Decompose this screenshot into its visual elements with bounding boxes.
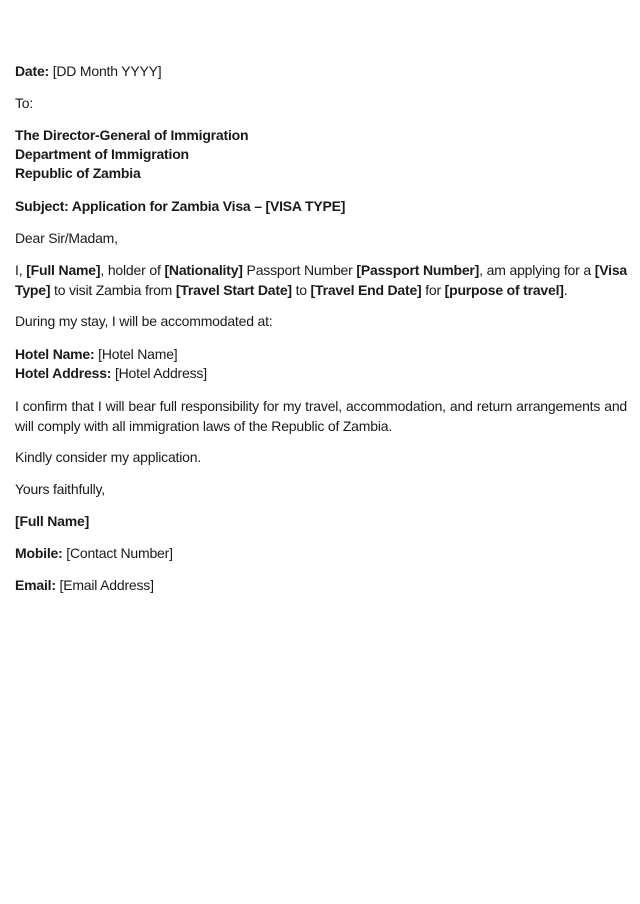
to-label: To: [15,95,34,111]
hotel-address-line [15,364,207,383]
email-line [15,576,154,595]
date-value: [DD Month YYYY] [49,63,162,79]
mobile-value: [Contact Number] [62,545,173,561]
hotel-name-value: [Hotel Name] [94,346,178,362]
confirmation-paragraph: I confirm that I will bear full responsibility for my travel, accommodation, and return arrangements and will comply with all immigration laws of the Republic of Zambia. [15,398,627,434]
hotel-address-label: Hotel Address: [15,365,112,381]
closing-line: Yours faithfully, [15,481,105,497]
nationality-placeholder: [Nationality] [164,262,243,278]
request-line: Kindly consider my application. [15,449,202,465]
end-date-placeholder: [Travel End Date] [310,281,422,298]
purpose-placeholder: [purpose of travel] [444,281,564,298]
recipient-line-2: Department of Immigration [15,146,189,162]
visa-type-placeholder: [Visa Type] [15,262,628,298]
email-value: [Email Address] [55,577,154,593]
signature-name: [Full Name] [15,513,90,529]
mobile-label: Mobile: [15,545,63,561]
application-paragraph: I, [Full Name], holder of [Nationality] Passport Number [Passport Number], am applying for a [Visa Type] to visit Zambia from [Travel Start Date] to [Travel End Date] for [purpose of travel]. [15,262,628,298]
full-name-placeholder: [Full Name] [26,262,101,278]
date-label: Date: [15,63,50,79]
hotel-address-value: [Hotel Address] [111,365,207,381]
accommodation-intro: During my stay, I will be accommodated at: [15,313,273,329]
hotel-name-line [15,345,177,364]
start-date-placeholder: [Travel Start Date] [175,281,292,298]
email-label: Email: [15,577,56,593]
date-line [15,62,162,81]
recipient-line-3: Republic of Zambia [15,165,141,181]
salutation: Dear Sir/Madam, [15,230,118,246]
hotel-name-label: Hotel Name: [15,346,95,362]
recipient-line-1: The Director-General of Immigration [15,127,249,143]
mobile-line [15,544,173,563]
passport-number-placeholder: [Passport Number] [356,262,480,278]
subject-line: Subject: Application for Zambia Visa – [VISA TYPE] [15,198,346,214]
